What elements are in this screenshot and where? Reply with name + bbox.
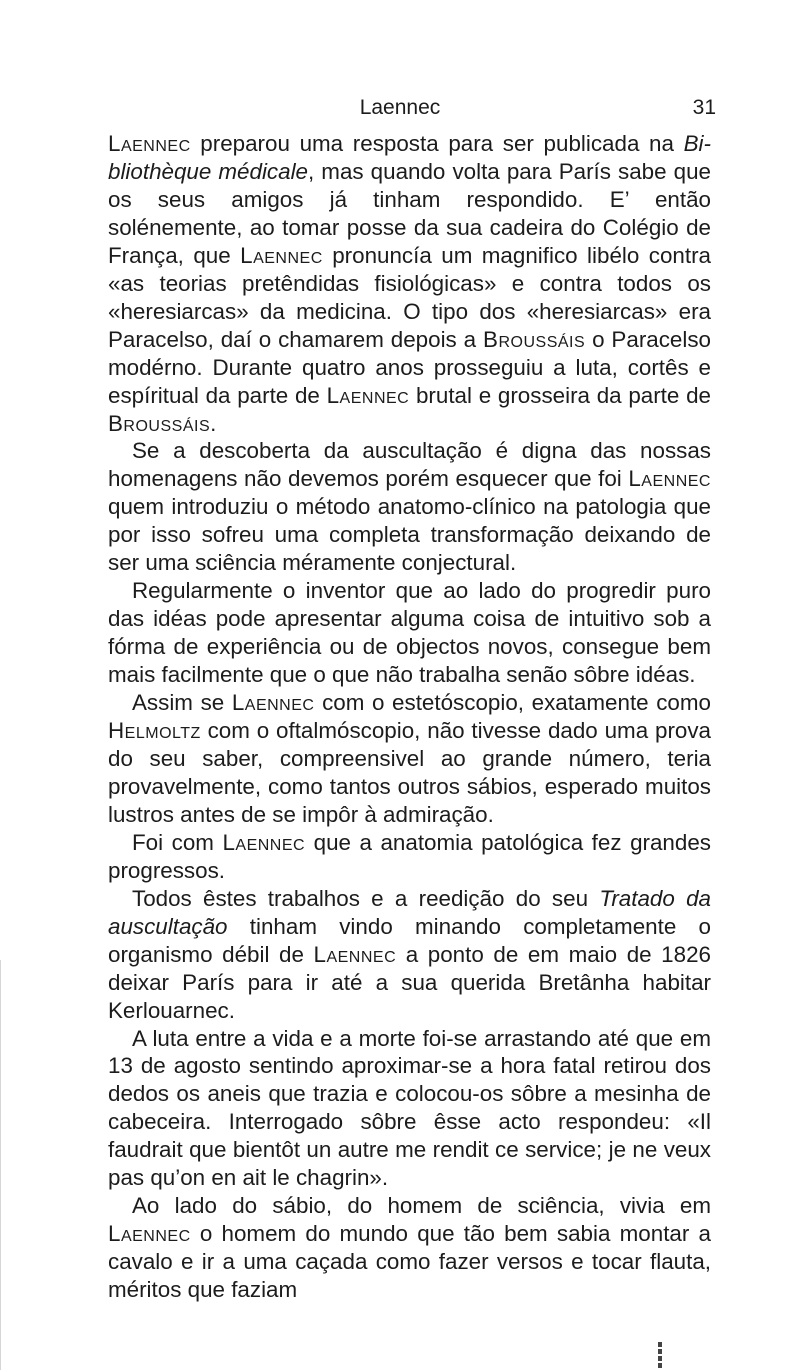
italic-title: Tratado da auscultação xyxy=(108,885,711,939)
text-run: que a anatomia patológica fez grandes progressos. xyxy=(108,829,711,883)
text-run: Todos êstes trabalhos e a reedição do seu xyxy=(132,885,600,911)
paragraph xyxy=(108,130,711,437)
paragraph xyxy=(108,885,711,1025)
name-smallcaps: Laennec xyxy=(222,829,306,855)
text-run: a ponto de em maio de 1826 deixar París para ir até a sua querida Bretânha habitar Kerlouarnec. xyxy=(108,941,711,1023)
paragraph xyxy=(108,1192,711,1304)
text-run: o homem do mundo que tão bem sabia montar a cavalo e ir a uma caçada como fazer versos e tocar flauta, méritos que faziam xyxy=(108,1221,711,1303)
text-run: Foi com xyxy=(132,829,223,855)
text-run: Ao lado do sábio, do homem de sciência, vivia em xyxy=(132,1193,711,1219)
text-run: brutal e grosseira da parte de xyxy=(409,382,711,408)
text-run: Regularmente o inventor que ao lado do progredir puro das idéas pode apresentar alguma coisa de intuitivo sob a fórma de experiência ou de objectos novos, consegue bem mais facilmente que o que não trabalha senão sôbre idéas. xyxy=(108,578,711,688)
text-run: tinham vindo minando completamente o organismo débil de xyxy=(108,913,711,967)
text-run: Assim se xyxy=(132,690,232,716)
name-smallcaps: Broussáis xyxy=(483,326,586,352)
name-smallcaps: Helmoltz xyxy=(108,718,201,744)
paragraph xyxy=(108,829,711,885)
text-run: o Paracelso modérno. Durante quatro anos prosseguiu a luta, cortês e espíritual da parte de xyxy=(108,326,711,408)
text-run: com o oftalmóscopio, não tivesse dado uma prova do seu saber, compreensivel ao grande número, teria provavelmente, como tantos outros sábios, esperado muitos lustros antes de se impôr à admiração. xyxy=(108,718,711,827)
paragraph xyxy=(108,577,711,689)
text-run: A luta entre a vida e a morte foi-se arrastando até que em 13 de agosto sentindo aproximar-se a hora fatal retirou dos dedos os aneis que trazia e colocou-os sôbre a mesinha de cabeceira. Interrogado sôbre êsse acto respondeu: «Il faudrait que bientôt un autre me rendit ce service; je ne veux pas qu’on en ait le chagrin». xyxy=(108,1025,711,1191)
name-smallcaps: Laennec xyxy=(108,131,191,156)
text-run: com o estetóscopio, exatamente como xyxy=(314,690,711,716)
name-smallcaps: Laennec xyxy=(108,1221,191,1247)
page-header xyxy=(0,96,800,126)
name-smallcaps: Broussáis xyxy=(108,410,211,436)
paragraph xyxy=(108,437,711,577)
italic-title: Bibliothèque médicale xyxy=(108,131,711,184)
text-run: , mas quando volta para París sabe que os seus amigos já tinham respondido. E’ então solénemente, ao tomar posse da sua cadeira do Colégio de França, que xyxy=(108,158,711,268)
name-smallcaps: Laennec xyxy=(326,382,410,408)
name-smallcaps: Laennec xyxy=(240,242,323,268)
text-run: . xyxy=(210,410,217,436)
text-run: quem introduziu o método anatomo-clínico na patologia que por isso sofreu uma completa transformação deixando de ser uma sciência méramente conjectural. xyxy=(108,494,711,576)
name-smallcaps: Laennec xyxy=(313,941,397,967)
name-smallcaps: Laennec xyxy=(628,466,711,492)
page-number: 31 xyxy=(692,96,716,119)
paragraph xyxy=(108,689,711,829)
name-smallcaps: Laennec xyxy=(231,690,315,716)
text-run: preparou uma resposta para ser publicada na xyxy=(190,131,684,156)
running-title: Laennec xyxy=(359,96,441,119)
text-run: pronuncía um magnifico libélo contra «as teorias pretêndidas fisiológicas» e contra todos os «heresiarcas» da medicina. O tipo dos «heresiarcas» era Paracelso, daí o chamarem depois a xyxy=(108,242,711,352)
text-run: Se a descoberta da auscultação é digna das nossas homenagens não devemos porém esquecer que foi xyxy=(108,438,711,492)
page-edge-shadow xyxy=(0,960,1,1370)
paragraph xyxy=(108,1025,711,1193)
corner-mark xyxy=(658,1342,662,1370)
body-text xyxy=(108,130,711,1304)
